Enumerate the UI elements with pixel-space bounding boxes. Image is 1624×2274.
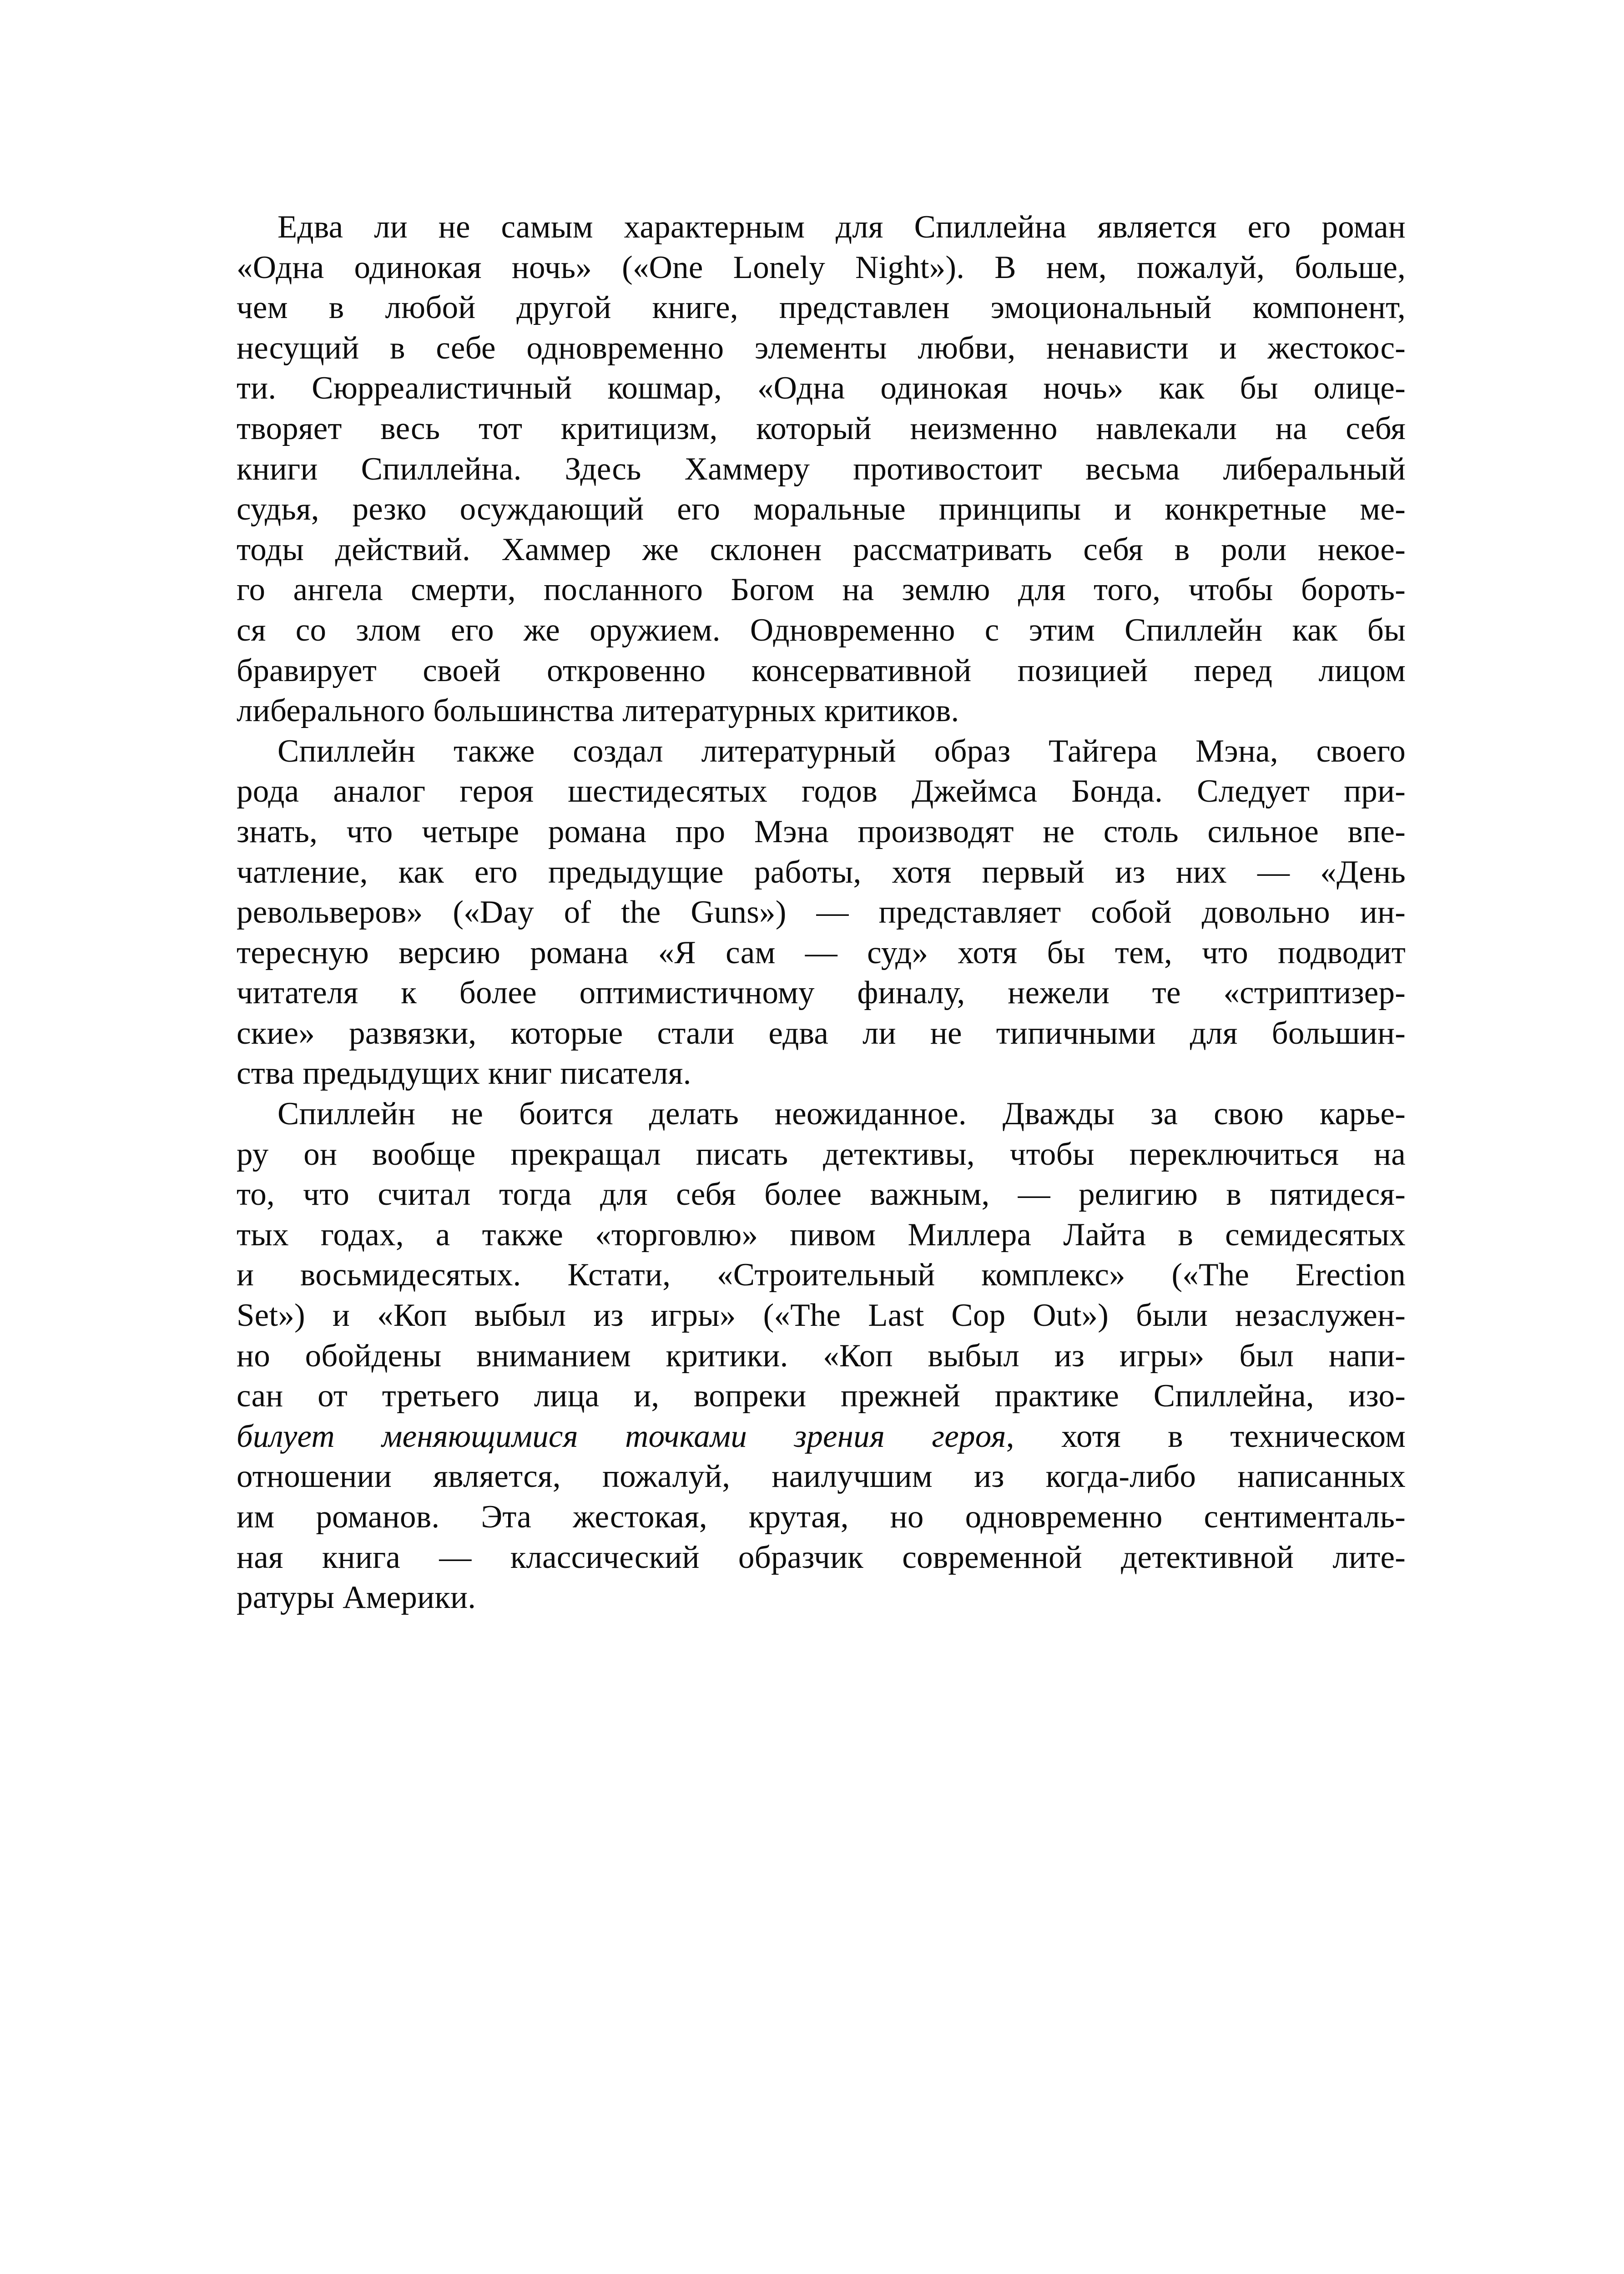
text-line: им романов. Эта жестокая, крутая, но одновременно сентименталь-	[237, 1499, 1406, 1535]
text-line: творяет весь тот критицизм, который неизменно навлекали на себя	[237, 410, 1406, 446]
text-line: чатление, как его предыдущие работы, хотя первый из них — «День	[237, 854, 1406, 890]
text-line: Едва ли не самым характерным для Спиллейна является его роман	[277, 209, 1406, 245]
text-line: револьверов» («Day of the Guns») — представляет собой довольно ин-	[237, 894, 1406, 930]
text-line: судья, резко осуждающий его моральные принципы и конкретные ме-	[237, 491, 1406, 527]
text-line: рода аналог героя шестидесятых годов Джеймса Бонда. Следует при-	[237, 773, 1406, 809]
text-line: но обойдены вниманием критики. «Коп выбыл из игры» был напи-	[237, 1338, 1406, 1374]
paragraph-2	[237, 731, 1406, 1094]
emphasized-text: билует меняющимися точками зрения героя	[237, 1418, 1006, 1454]
text-line: бравирует своей откровенно консервативной позицией перед лицом	[237, 652, 1406, 688]
paragraph-3	[237, 1094, 1406, 1618]
text-line: либерального большинства литературных критиков.	[237, 693, 959, 729]
text-line: отношении является, пожалуй, наилучшим из когда-либо написанных	[237, 1459, 1406, 1495]
text-line: ские» развязки, которые стали едва ли не типичными для большин-	[237, 1015, 1406, 1051]
text-line: ся со злом его же оружием. Одновременно с этим Спиллейн как бы	[237, 612, 1406, 648]
text-line: Спиллейн не боится делать неожиданное. Дважды за свою карье-	[277, 1096, 1406, 1132]
text-line: несущий в себе одновременно элементы любви, ненависти и жестокос-	[237, 330, 1406, 366]
text-line: сан от третьего лица и, вопреки прежней практике Спиллейна, изо-	[237, 1378, 1406, 1414]
line-text-after: , хотя в техническом	[1006, 1418, 1406, 1454]
text-line: тоды действий. Хаммер же склонен рассматривать себя в роли некое-	[237, 531, 1406, 567]
text-line-with-emphasis	[237, 1416, 1406, 1457]
text-line: читателя к более оптимистичному финалу, нежели те «стриптизер-	[237, 975, 1406, 1011]
text-line: то, что считал тогда для себя более важным, — религию в пятидеся-	[237, 1177, 1406, 1213]
text-line: и восьмидесятых. Кстати, «Строительный комплекс» («The Erection	[237, 1257, 1406, 1293]
text-line: книги Спиллейна. Здесь Хаммеру противостоит весьма либеральный	[237, 451, 1406, 487]
text-line: ру он вообще прекращал писать детективы, чтобы переключиться на	[237, 1136, 1406, 1172]
text-line: Set») и «Коп выбыл из игры» («The Last Cop Out») были незаслужен-	[237, 1298, 1406, 1334]
text-line: тых годах, а также «торговлю» пивом Миллера Лайта в семидесятых	[237, 1217, 1406, 1253]
body-text	[237, 207, 1406, 1618]
text-line: чем в любой другой книге, представлен эмоциональный компонент,	[237, 290, 1406, 326]
text-line: Спиллейн также создал литературный образ Тайгера Мэна, своего	[277, 733, 1406, 769]
text-line: ства предыдущих книг писателя.	[237, 1056, 691, 1092]
text-line: ти. Сюрреалистичный кошмар, «Одна одинокая ночь» как бы олице-	[237, 370, 1406, 406]
text-line: «Одна одинокая ночь» («One Lonely Night»). В нем, пожалуй, больше,	[237, 249, 1406, 285]
text-line: знать, что четыре романа про Мэна производят не столь сильное впе-	[237, 814, 1406, 849]
text-line: го ангела смерти, посланного Богом на землю для того, чтобы бороть-	[237, 572, 1406, 608]
text-line: тересную версию романа «Я сам — суд» хотя бы тем, что подводит	[237, 935, 1406, 970]
paragraph-1	[237, 207, 1406, 731]
text-line: ная книга — классический образчик современной детективной лите-	[237, 1539, 1406, 1575]
text-line: ратуры Америки.	[237, 1580, 476, 1616]
